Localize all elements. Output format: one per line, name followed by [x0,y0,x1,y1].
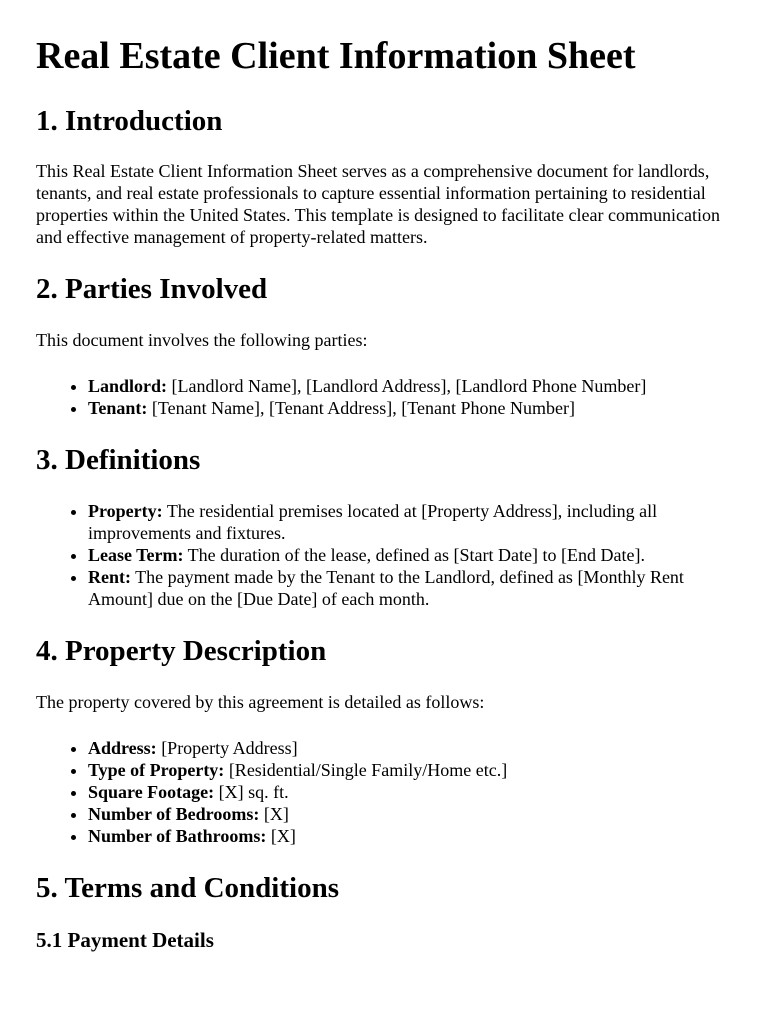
introduction-text: This Real Estate Client Information Sheet serves as a comprehensive document for landlords, tenants, and real estate professionals to capture essential information pertaining to residential properties within the United States. This template is designed to facilitate clear communication and effective management of property-related matters. [36,161,720,248]
list-item-label: Property: [88,500,163,521]
list-item-value: The residential premises located at [Property Address], including all improvements and fixtures. [88,500,658,543]
section-heading-property-description: 4. Property Description [36,634,327,667]
list-item-bedrooms [88,803,734,825]
list-item-value: [Property Address] [156,737,298,758]
list-item-value: The duration of the lease, defined as [Start Date] to [End Date]. [183,544,645,565]
list-item-label: Type of Property: [88,759,225,780]
list-item-value: [Residential/Single Family/Home etc.] [224,759,508,780]
list-item-tenant [88,397,734,419]
list-item-label: Square Footage: [88,781,215,802]
list-item-value: [X] [266,825,296,846]
list-item-value: [X] [259,803,289,824]
property-details-list [36,737,734,847]
section-heading-introduction: 1. Introduction [36,104,223,137]
list-item-property-type [88,759,734,781]
property-intro-text: The property covered by this agreement is detailed as follows: [36,691,485,712]
list-item-value: [X] sq. ft. [214,781,289,802]
list-item-value: [Landlord Name], [Landlord Address], [Landlord Phone Number] [167,376,647,397]
list-item-property [88,500,734,544]
list-item-label: Tenant: [88,398,148,419]
section-heading-definitions: 3. Definitions [36,444,201,477]
list-item-label: Landlord: [88,376,168,397]
list-item-label: Rent: [88,566,131,587]
parties-intro-text: This document involves the following parties: [36,330,368,351]
subsection-heading-payment-details: 5.1 Payment Details [36,927,214,952]
section-heading-parties: 2. Parties Involved [36,273,268,306]
list-item-square-footage [88,781,734,803]
list-item-landlord [88,375,734,397]
list-item-label: Number of Bathrooms: [88,825,267,846]
parties-list [36,375,734,419]
section-heading-terms: 5. Terms and Conditions [36,871,339,904]
list-item-value: [Tenant Name], [Tenant Address], [Tenant Phone Number] [147,398,575,419]
list-item-address [88,737,734,759]
list-item-label: Address: [88,737,157,758]
document-title: Real Estate Client Information Sheet [36,35,636,77]
list-item-label: Number of Bedrooms: [88,803,260,824]
list-item-bathrooms [88,825,734,847]
list-item-rent [88,566,734,610]
definitions-list [36,500,734,610]
list-item-label: Lease Term: [88,544,184,565]
list-item-value: The payment made by the Tenant to the Landlord, defined as [Monthly Rent Amount] due on the [Due Date] of each month. [88,566,684,609]
list-item-lease-term [88,544,734,566]
